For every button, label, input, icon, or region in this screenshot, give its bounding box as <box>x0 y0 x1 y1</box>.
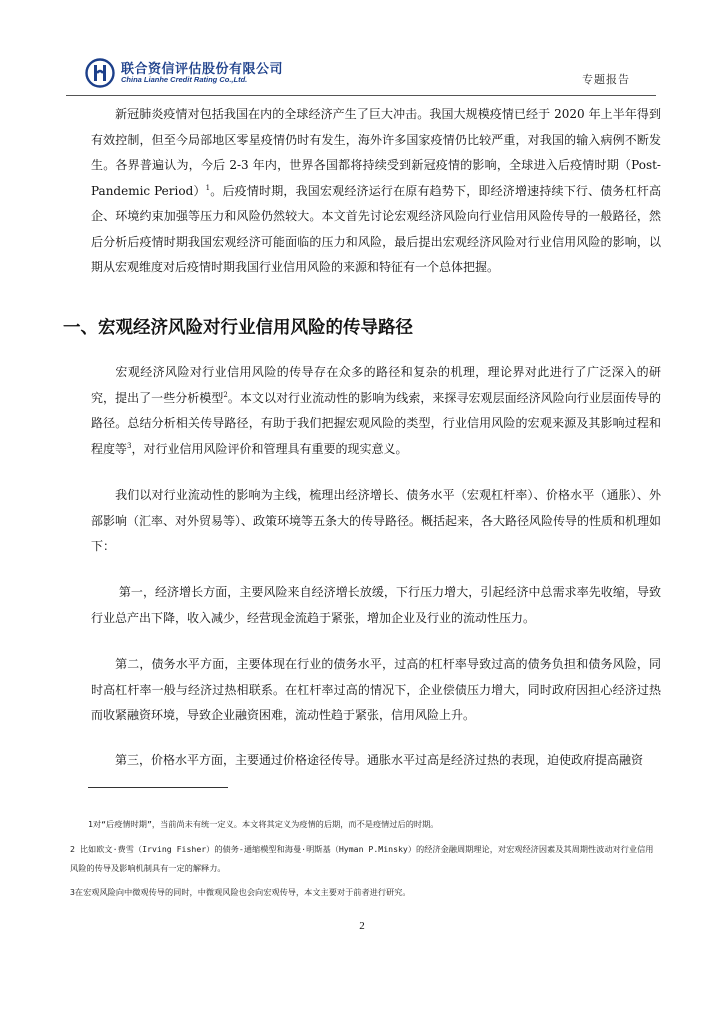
footnote-2: 2 比如欧文·费雪（Irving Fisher）的债务-通缩模型和海曼·明斯基（Hyman P.Minsky）的经济金融周期理论，对宏观经济因素及其周期性波动对行业信用风险的传导及影响机制具有一定的解释力。 <box>70 844 654 873</box>
section-paragraph-2 <box>91 483 661 560</box>
page-header <box>85 52 630 97</box>
report-type-label: 专题报告 <box>582 73 630 86</box>
footnote-ref-3: 3 <box>127 441 132 450</box>
section-text-a: 宏观经济风险对行业信用风险的传导存在众多的路径和复杂的机理，理论界对此进行了广泛深入的研究，提出了一些分析模型 <box>91 365 661 405</box>
paths-overview-text: 我们以对行业流动性的影响为主线，梳理出经济增长、债务水平（宏观杠杆率）、价格水平（通胀）、外部影响（汇率、对外贸易等）、政策环境等五条大的传导路径。概括起来，各大路径风险传导的性质和机理如下： <box>91 488 662 553</box>
section-heading: 一、宏观经济风险对行业信用风险的传导路径 <box>63 318 413 338</box>
intro-text-a: 新冠肺炎疫情对包括我国在内的全球经济产生了巨大冲击。我国大规模疫情已经于 2020 年上半年得到有效控制，但至今局部地区零星疫情仍时有发生，海外许多国家疫情仍比较严重，对我国的输入病例不断发生。各界普遍认为，今后 2-3 年内，世界各国都将持续受到新冠疫情的影响，全球进入后疫情时期（Post-Pandemic Period） <box>91 107 661 198</box>
path-debt-paragraph <box>91 652 661 729</box>
company-name-cn: 联合资信评估股份有限公司 <box>121 62 284 77</box>
path-growth-paragraph <box>91 580 661 631</box>
footnote-divider <box>88 787 228 788</box>
intro-paragraph <box>91 102 661 281</box>
path-price-paragraph <box>91 748 661 774</box>
footnote-ref-2: 2 <box>223 390 228 399</box>
header-divider <box>66 95 656 96</box>
footnote-ref-1: 1 <box>205 183 211 192</box>
path-debt-text: 第二，债务水平方面，主要体现在行业的债务水平，过高的杠杆率导致过高的债务负担和债务风险，同时高杠杆率一般与经济过热相联系。在杠杆率过高的情况下，企业偿债压力增大，同时政府因担心经济过热而收紧融资环境，导致企业融资困难，流动性趋于紧张，信用风险上升。 <box>91 657 661 722</box>
path-price-text: 第三，价格水平方面，主要通过价格途径传导。通胀水平过高是经济过热的表现，迫使政府提高融资 <box>115 753 644 767</box>
section-paragraph-1 <box>91 360 661 462</box>
page-number: 2 <box>359 920 365 932</box>
company-name-en: China Lianhe Credit Rating Co.,Ltd. <box>121 75 248 84</box>
path-growth-text: 第一，经济增长方面，主要风险来自经济增长放缓，下行压力增大，引起经济中总需求率先收缩，导致行业总产出下降，收入减少，经营现金流趋于紧张，增加企业及行业的流动性压力。 <box>91 585 661 625</box>
section-text-c: ，对行业信用风险评价和管理具有重要的现实意义。 <box>131 441 408 456</box>
intro-text-b: 。后疫情时期，我国宏观经济运行在原有趋势下，即经济增速持续下行、债务杠杆高企、环境约束加强等压力和风险仍然较大。本文首先讨论宏观经济风险向行业信用风险传导的一般路径，然后分析后疫情时期我国宏观经济可能面临的压力和风险，最后提出宏观经济风险对行业信用风险的影响，以期从宏观维度对后疫情时期我国行业信用风险的来源和特征有一个总体把握。 <box>91 183 661 274</box>
footnote-3: 3在宏观风险向中微观传导的同时，中微观风险也会向宏观传导，本文主要对于前者进行研究。 <box>70 887 411 897</box>
footnote-1: 1对“后疫情时期”，当前尚未有统一定义。本文将其定义为疫情的后期，而不是疫情过后的时期。 <box>88 819 439 829</box>
lianhe-logo-icon <box>85 58 115 88</box>
section-text-b: 。本文以对行业流动性的影响为线索，来探寻宏观层面经济风险向行业层面传导的路径。总结分析相关传导路径，有助于我们把握宏观风险的类型，行业信用风险的宏观来源及其影响过程和程度等 <box>91 390 661 456</box>
